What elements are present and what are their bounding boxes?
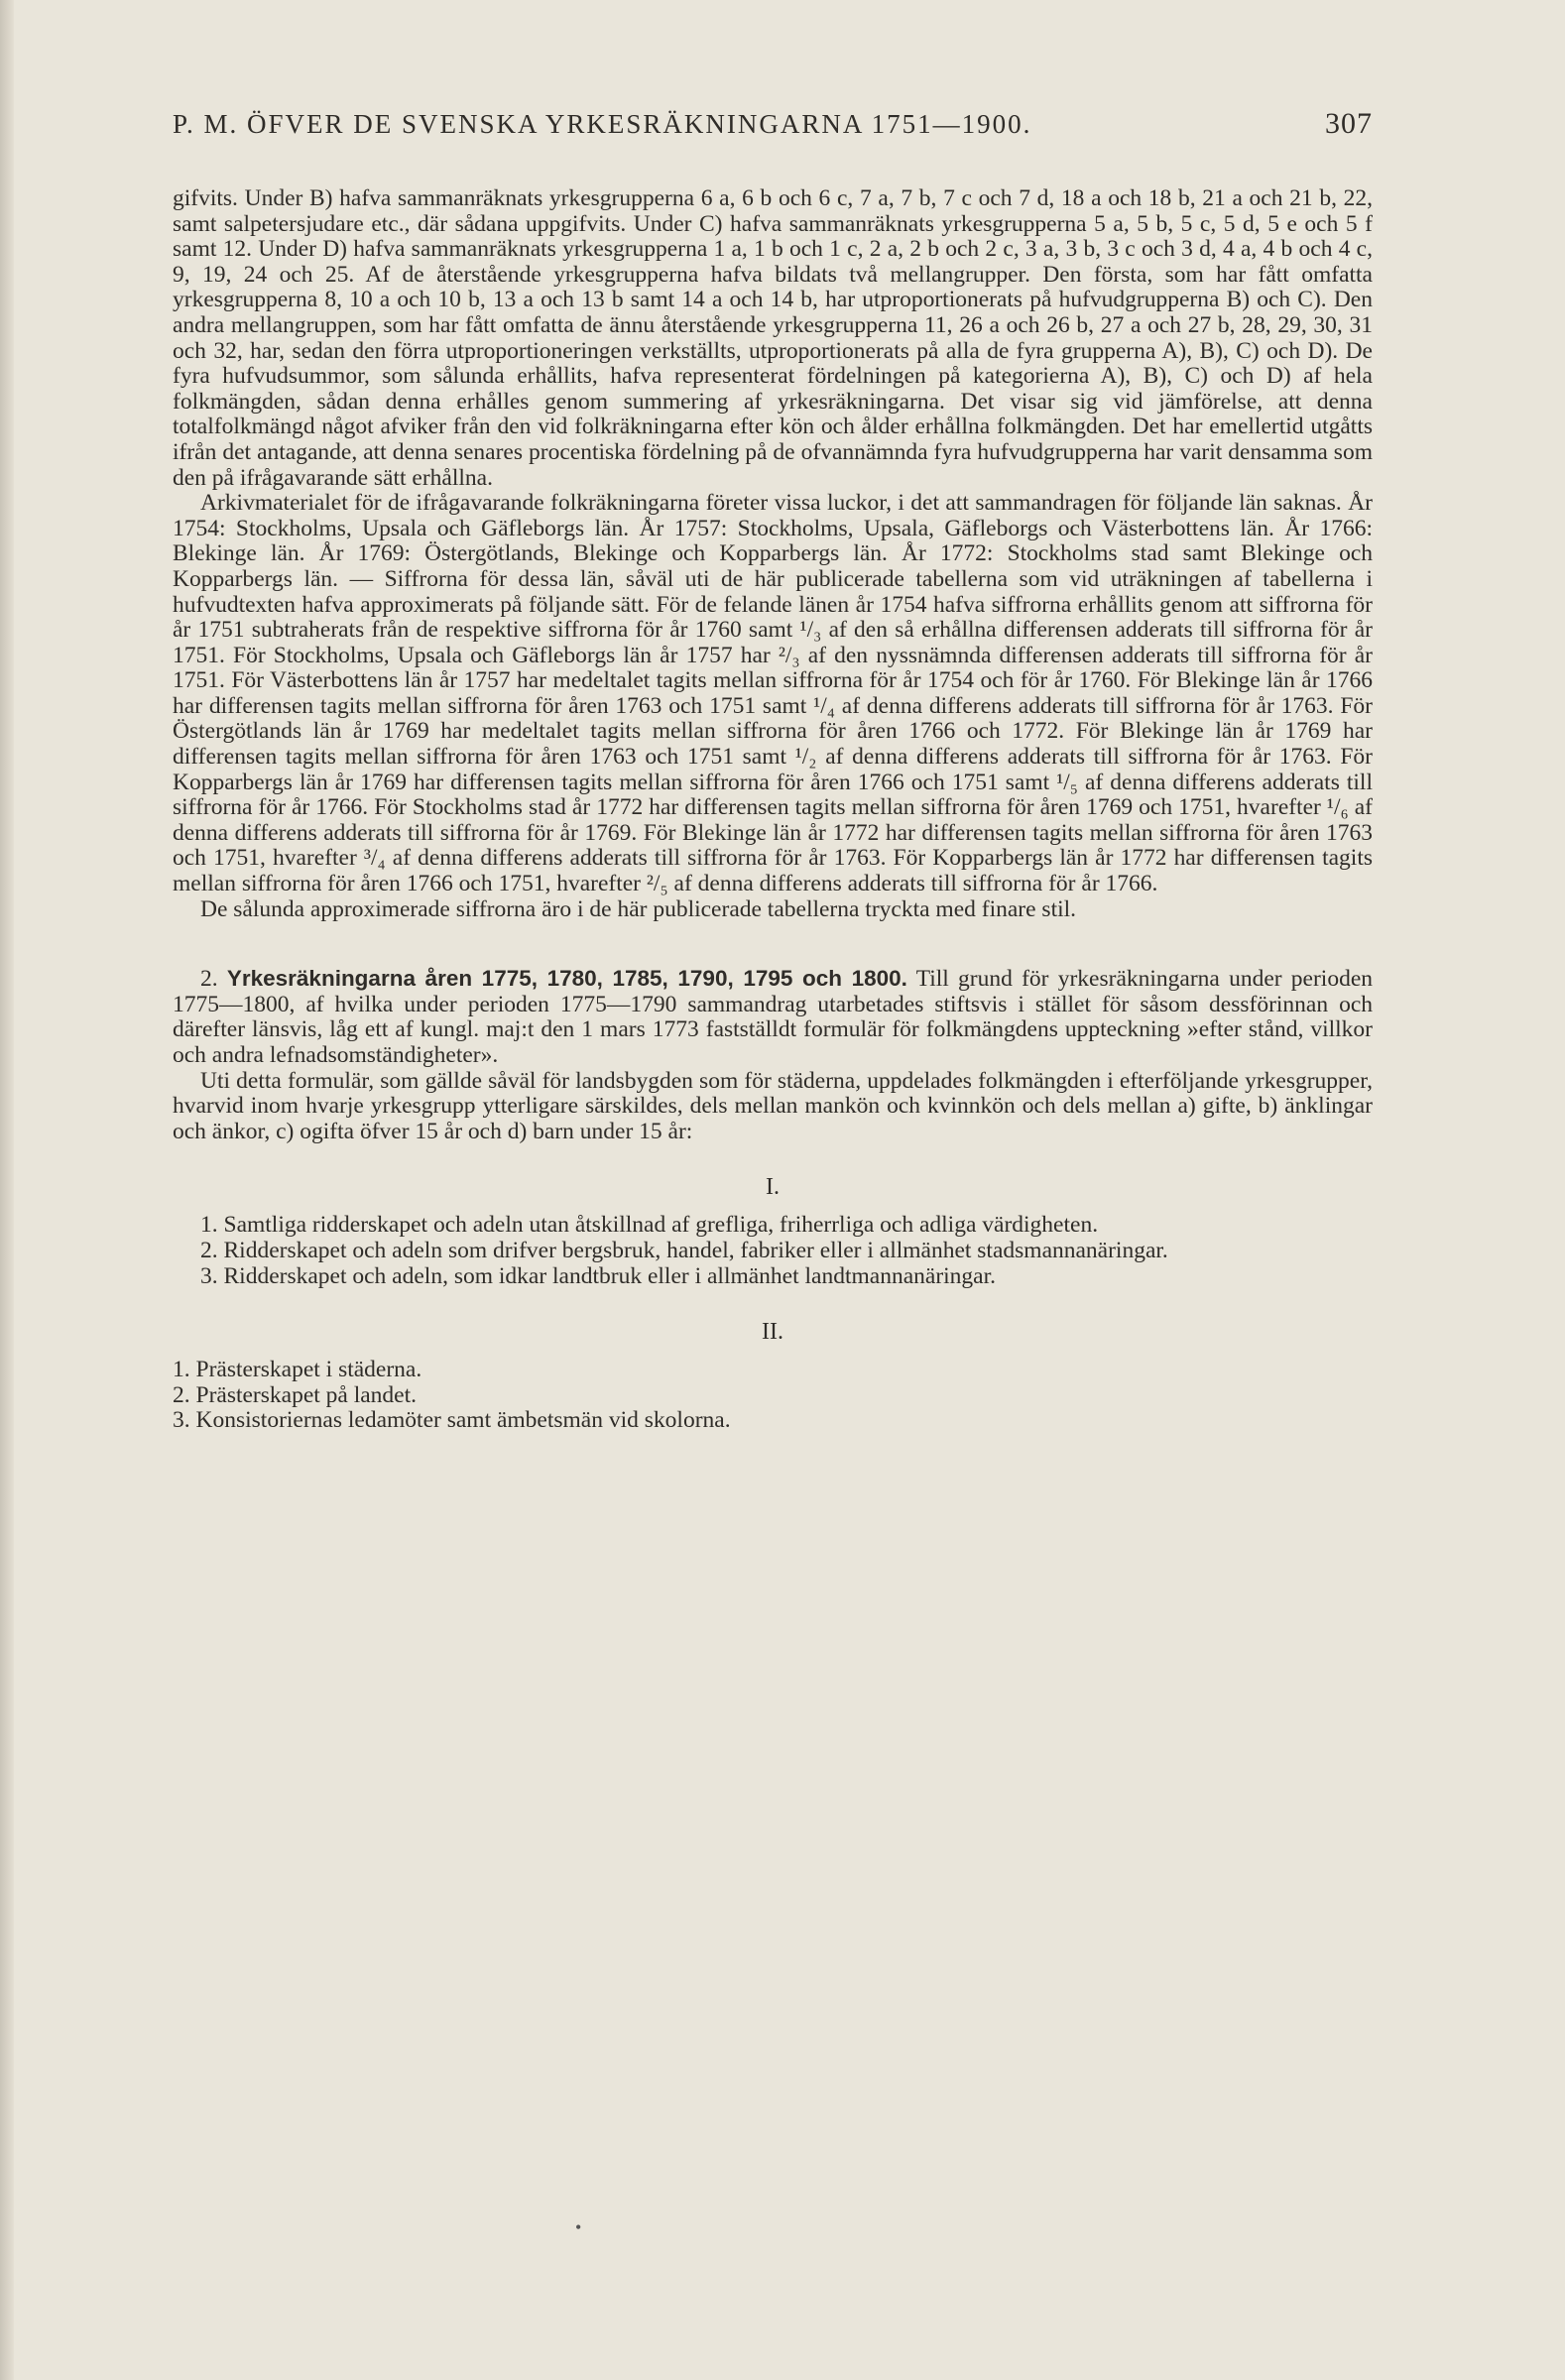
section-2-text: Till grund för yrkesräkningarna under perioden 1775—1800, af hvilka under perioden 1775—1790 sammandrag utarbetades stiftsvis i stället för såsom dessförinnan och därefter länsvis, låg ett af kungl. maj:t den 1 mars 1773 fastställdt formulär för folkmängdens uppteckning »efter stånd, villkor och andra lefnadsomständigheter». <box>173 966 1374 1068</box>
section-2-heading: Yrkesräkningarna åren 1775, 1780, 1785, 1790, 1795 och 1800. <box>226 966 907 992</box>
group-II-item-2: 2. Prästerskapet på landet. <box>173 1381 418 1408</box>
group-I-item-2: 2. Ridderskapet och adeln som drifver bergsbruk, handel, fabriker eller i allmänhet stadsmannanäringar. <box>200 1237 1168 1263</box>
running-title: P. M. ÖFVER DE SVENSKA YRKESRÄKNINGARNA 1751—1900. <box>173 109 1032 139</box>
group-I-numeral: I. <box>766 1174 780 1201</box>
group-II-item-1: 1. Prästerskapet i städerna. <box>173 1357 422 1383</box>
paragraph-2: Arkivmaterialet för de ifrågavarande folkräkningarna företer vissa luckor, i det att sammandragen för följande län saknas. År 1754: Stockholms, Upsala och Gäfleborgs län. År 1757: Stockholms, Upsala, Gäfleborgs och Västerbottens län. År 1766: Blekinge län. År 1769: Östergötlands, Blekinge och Kopparbergs län. År 1772: Stockholms stad samt Blekinge och Kopparbergs län. — Siffrorna för dessa län, såväl uti de här publicerade tabellerna som vid uträkningen af tabellerna i hufvudtexten hafva approximerats på följande sätt. För de felande länen år 1754 hafva siffrorna erhållits genom att siffrorna för år 1751 subtraherats från de respektive siffrorna för år 1760 samt ¹/₃ af den så erhållna differensen adderats till siffrorna för år 1751. För Stockholms, Upsala och Gäfleborgs län år 1757 har ²/₃ af den nyssnämnda differensen adderats till siffrorna för år 1751. För Västerbottens län år 1757 har medeltalet tagits mellan siffrorna för år 1754 och för år 1760. För Blekinge län år 1766 har differensen tagits mellan siffrorna för åren 1763 och 1751 samt ¹/₄ af denna differens adderats till siffrorna för år 1763. För Östergötlands län år 1769 har medeltalet tagits mellan siffrorna för åren 1766 och 1772. För Blekinge län år 1769 har differensen tagits mellan siffrorna för åren 1763 och 1751 samt ¹/₂ af denna differens adderats till siffrorna för år 1763. För Kopparbergs län år 1769 har differensen tagits mellan siffrorna för åren 1766 och 1751 samt ¹/₅ af denna differens adderats till siffrorna för år 1766. För Stockholms stad år 1772 har differensen tagits mellan siffrorna för åren 1769 och 1751, hvarefter ¹/₆ af denna differens adderats till siffrorna för år 1769. För Blekinge län år 1772 har differensen tagits mellan siffrorna för åren 1763 och 1751, hvarefter ³/₄ af denna differens adderats till siffrorna för år 1763. För Kopparbergs län år 1772 har differensen tagits mellan siffrorna för åren 1766 och 1751, hvarefter ²/₅ af denna differens adderats till siffrorna för år 1766. <box>173 490 1373 897</box>
section-2-text-2: Uti detta formulär, som gällde såväl för landsbygden som för städerna, uppdelades folkmängden i efterföljande yrkesgrupper, hvarvid inom hvarje yrkesgrupp ytterligare särskildes, dels mellan mankön och kvinnkön och dels mellan a) gifte, b) änklingar och änkor, c) ogifta öfver 15 år och d) barn under 15 år: <box>173 1067 1373 1144</box>
paragraph-1: gifvits. Under B) hafva sammanräknats yrkesgrupperna 6 a, 6 b och 6 c, 7 a, 7 b, 7 c och 7 d, 18 a och 18 b, 21 a och 21 b, 22, samt salpetersjudare etc., där sådana uppgifvits. Under C) hafva sammanräknats yrkesgrupperna 5 a, 5 b, 5 c, 5 d, 5 e och 5 f samt 12. Under D) hafva sammanräknats yrkesgrupperna 1 a, 1 b och 1 c, 2 a, 2 b och 2 c, 3 a, 3 b, 3 c och 3 d, 4 a, 4 b och 4 c, 9, 19, 24 och 25. Af de återstående yrkesgrupperna hafva bildats två mellangrupper. Den första, som har fått omfatta yrkesgrupperna 8, 10 a och 10 b, 13 a och 13 b samt 14 a och 14 b, har utproportionerats på hufvudgrupperna B) och C). Den andra mellangruppen, som har fått omfatta de ännu återstående yrkesgrupperna 11, 26 a och 26 b, 27 a och 27 b, 28, 29, 30, 31 och 32, har, sedan den förra utproportioneringen verkställts, utproportionerats på alla de fyra grupperna A), B), C) och D). De fyra hufvudsummor, som sålunda erhållits, hafva representerat fördelningen på kategorierna A), B), C) och D) af hela folkmängden, sådan denna erhålles genom summering af yrkesräkningarna. Det visar sig vid jämförelse, att denna totalfolkmängd något afviker från den vid folkräkningarna efter kön och ålder erhållna folkmängden. Det har emellertid utgåtts ifrån det antagande, att denna senares procentiska fördelning på de ofvannämnda fyra hufvudgrupperna har varit densamma som den på ifrågavarande sätt erhållna. <box>173 185 1373 491</box>
group-I-item-1: 1. Samtliga ridderskapet och adeln utan åtskillnad af grefliga, friherrliga och adliga värdigheten. <box>200 1212 1099 1239</box>
page-number: 307 <box>1325 107 1373 140</box>
document-page <box>173 107 1373 1434</box>
group-I-item-3: 3. Ridderskapet och adeln, som idkar landtbruk eller i allmänhet landtmannanäringar. <box>200 1262 997 1289</box>
section-2-paragraph <box>173 966 1373 1068</box>
group-II-numeral: II. <box>762 1319 783 1346</box>
group-II-item-3: 3. Konsistoriernas ledamöter samt ämbetsmän vid skolorna. <box>173 1407 731 1434</box>
running-header <box>173 107 1373 141</box>
footer-mark: • <box>575 2217 582 2237</box>
paragraph-3: De sålunda approximerade siffrorna äro i de här publicerade tabellerna tryckta med finare stil. <box>200 895 1077 922</box>
page-edge <box>0 0 14 2380</box>
section-2-number: 2. <box>200 966 218 993</box>
